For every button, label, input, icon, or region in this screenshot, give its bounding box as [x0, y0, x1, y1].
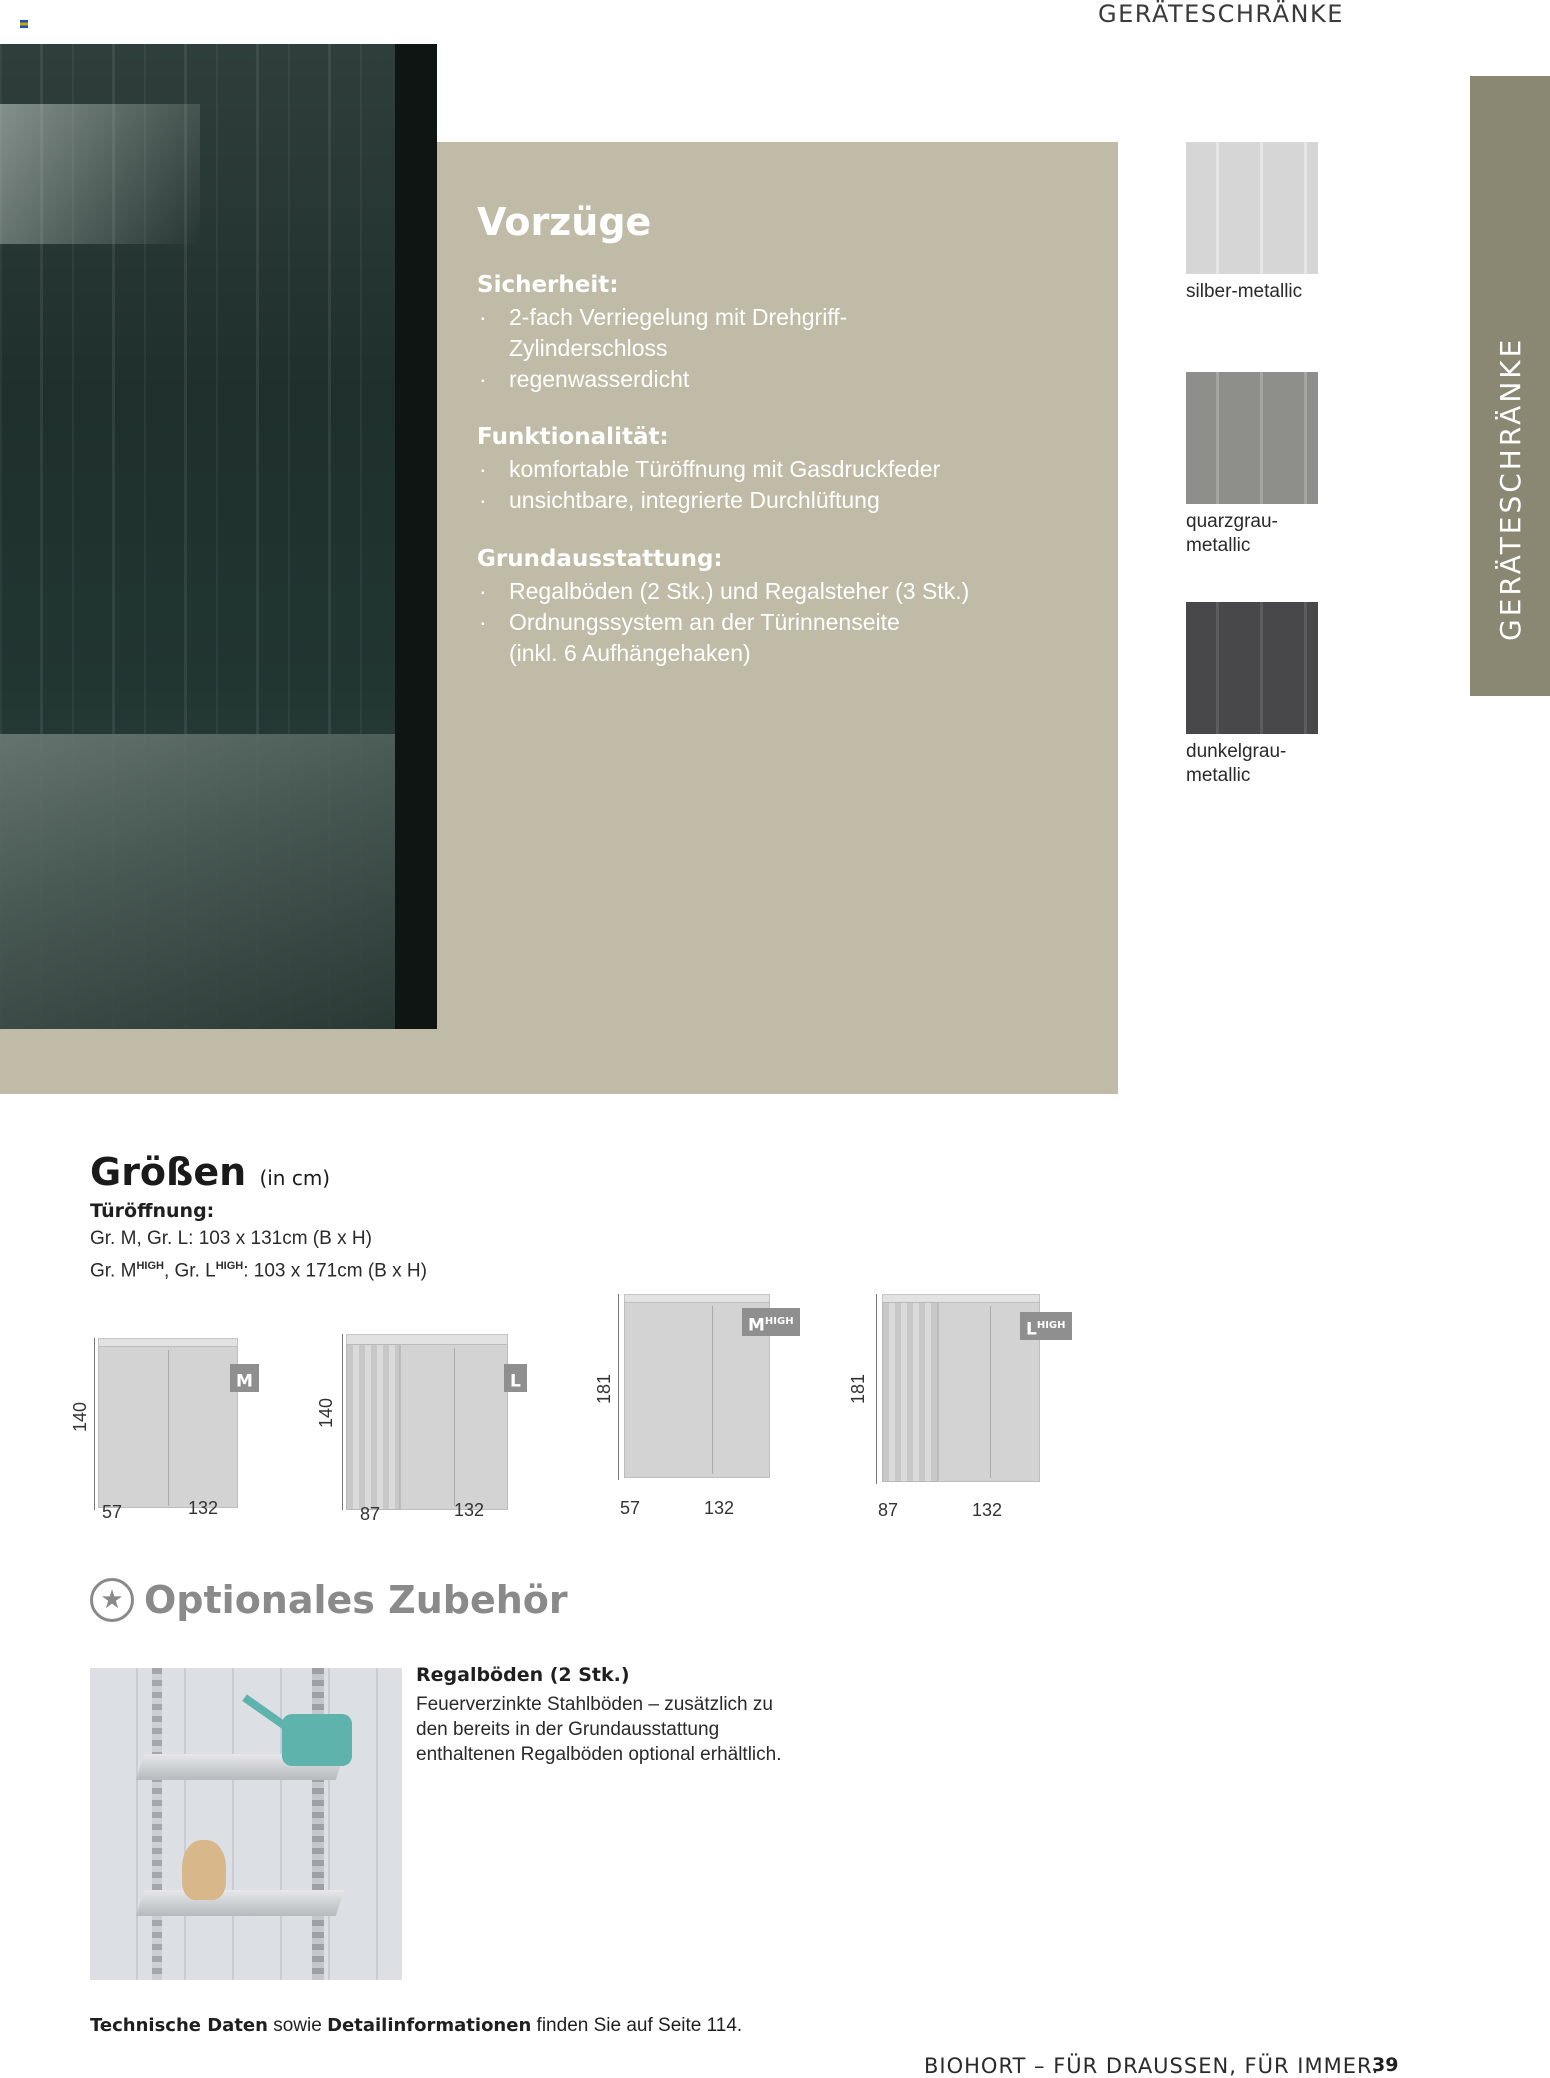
size-badge: L: [504, 1364, 527, 1392]
list-item: · 2-fach Verriegelung mit Drehgriff- Zylinderschloss: [477, 302, 997, 364]
cabinet-diagram-m-high: [594, 1290, 814, 1520]
door-opening-line-high: Gr. $M^{HIGH}$, Gr. $L^{HIGH}$: 103 x 171cm (B x H): [90, 1260, 427, 1282]
dimension-height: 140: [70, 1401, 90, 1432]
accessory-name: Regalböden (2 Stk.): [416, 1664, 630, 1686]
list-item: · unsichtbare, integrierte Durchlüftung: [477, 485, 997, 516]
advantages-section-functionality: [477, 424, 997, 516]
accessories-title: ★ Optionales Zubehör: [90, 1578, 568, 1622]
shelf-accessory-photo: [90, 1668, 402, 1980]
advantages-section-security: [477, 272, 997, 395]
color-label: dunkelgrau- metallic: [1186, 741, 1287, 786]
technical-data-note: Technische Daten sowie Detailinformationen finden Sie auf Seite 114.: [90, 2015, 743, 2036]
section-heading: Grundausstattung:: [477, 546, 723, 572]
list-item: · regenwasserdicht: [477, 364, 997, 395]
flag-icon: [20, 20, 28, 28]
dimension-depth: 57: [620, 1498, 641, 1518]
dimension-height: 181: [848, 1373, 868, 1404]
door-opening-line-standard: Gr. M, Gr. L: 103 x 131cm (B x H): [90, 1228, 372, 1249]
footer-brand-slogan: BIOHORT – FÜR DRAUSSEN, FÜR IMMER.: [924, 2054, 1380, 2078]
side-chapter-tab: GERÄTESCHRÄNKE: [1470, 76, 1550, 696]
cabinet-diagram-l: [316, 1320, 536, 1524]
cabinet-detail-photo: [0, 44, 437, 1029]
cabinet-diagram-m: [70, 1320, 280, 1520]
color-swatch-quartz-grey: [1186, 372, 1318, 556]
cabinet-diagram-l-high: [848, 1290, 1088, 1520]
color-label: silber-metallic: [1186, 281, 1303, 302]
sizes-unit: (in cm): [259, 1166, 331, 1190]
color-swatch-dark-grey: [1186, 602, 1318, 786]
section-heading: Funktionalität:: [477, 424, 669, 450]
section-header-title: GERÄTESCHRÄNKE: [1098, 0, 1344, 28]
color-label: quarzgrau- metallic: [1186, 511, 1278, 556]
list-item: · Regalböden (2 Stk.) und Regalsteher (3 Stk.): [477, 576, 1037, 607]
advantages-title: Vorzüge: [477, 200, 652, 244]
size-badge: $M^{HIGH}$: [742, 1308, 800, 1336]
section-heading: Sicherheit:: [477, 272, 619, 298]
door-opening-heading: Türöffnung:: [90, 1200, 215, 1222]
dimension-width: 132: [188, 1498, 219, 1518]
dimension-depth: 87: [878, 1500, 899, 1520]
dimension-height: 140: [316, 1397, 336, 1428]
dimension-depth: 57: [102, 1502, 123, 1522]
sizes-title: Größen (in cm): [90, 1150, 331, 1194]
size-badge: $L^{HIGH}$: [1020, 1312, 1072, 1340]
dimension-height: 181: [594, 1373, 614, 1404]
color-swatch-silver: [1186, 142, 1318, 302]
page-number: 39: [1372, 2054, 1399, 2076]
list-item: · Ordnungssystem an der Türinnenseite (inkl. 6 Aufhängehaken): [477, 607, 1037, 669]
dimension-width: 132: [454, 1500, 485, 1520]
dimension-width: 132: [972, 1500, 1003, 1520]
accessory-description: Feuerverzinkte Stahlböden – zusätzlich zu den bereits in der Grundausstattung enthaltenen Regalböden optional erhältlich.: [416, 1694, 782, 1765]
dimension-depth: 87: [360, 1504, 381, 1524]
dimension-width: 132: [704, 1498, 735, 1518]
list-item: · komfortable Türöffnung mit Gasdruckfeder: [477, 454, 997, 485]
star-icon: ★: [90, 1578, 134, 1622]
size-badge: M: [230, 1364, 259, 1392]
advantages-section-equipment: [477, 546, 1037, 669]
